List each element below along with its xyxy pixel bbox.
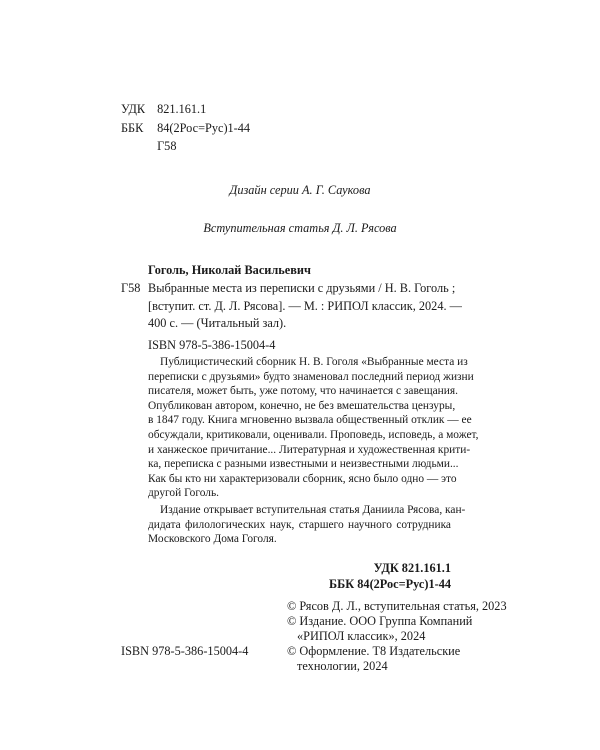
footer-bbk: ББК 84(2Рос=Рус)1-44	[329, 577, 451, 591]
copyright-line: © Рясов Д. Л., вступительная статья, 2023	[287, 599, 507, 613]
author-heading: Гоголь, Николай Васильевич	[148, 263, 311, 277]
bbk-label: ББК	[121, 120, 144, 135]
annotation-paragraph-1	[148, 355, 479, 501]
annotation-line: писателя, может быть, уже потому, что начинается с завещания.	[148, 385, 458, 398]
annotation-line: и ханжеское причитание... Литературная и художественная крити-	[148, 443, 471, 456]
record-sign: Г58	[121, 281, 141, 295]
copyright-line: технологии, 2024	[297, 659, 388, 673]
udk-value: 821.161.1	[157, 102, 207, 116]
udk-label: УДК	[121, 102, 146, 116]
annotation-line: Опубликован автором, конечно, не без вмешательства цензуры,	[148, 399, 456, 412]
author-sign: Г58	[157, 139, 177, 153]
author-sign-row	[121, 137, 250, 156]
series-design-credit: Дизайн серии А. Г. Саукова	[229, 183, 371, 197]
annotation-line: Московского Дома Гоголя.	[148, 533, 277, 546]
annotation-line: в 1847 году. Книга мгновенно вызвала общественный отклик — ее	[148, 414, 472, 427]
annotation-line: переписки с друзьями» будто знаменовал последний период жизни	[148, 370, 474, 383]
udk-row	[121, 100, 250, 119]
annotation-line: другой Гоголь.	[148, 487, 220, 500]
footer-udk: УДК 821.161.1	[373, 561, 451, 575]
copyright-line: © Издание. ООО Группа Компаний	[287, 614, 473, 628]
annotation-paragraph-2	[148, 503, 466, 547]
annotation-line: Как бы кто ни характеризовали сборник, ясно было одно — это	[148, 472, 457, 485]
copyright-line: «РИПОЛ классик», 2024	[297, 629, 426, 643]
record-isbn: ISBN 978-5-386-15004-4	[148, 338, 276, 352]
bbk-row	[121, 119, 250, 138]
bbk-value: 84(2Рос=Рус)1-44	[157, 120, 251, 135]
record-line: 400 с. — (Читальный зал).	[148, 316, 287, 330]
copyright-line: © Оформление. T8 Издательские	[287, 644, 461, 658]
record-line: [вступит. ст. Д. Л. Рясова]. — М. : РИПОЛ классик, 2024. —	[148, 298, 462, 313]
classification-block	[121, 100, 250, 156]
record-line: Выбранные места из переписки с друзьями / Н. В. Гоголь ;	[148, 281, 456, 295]
annotation-line: обсуждали, критиковали, оценивали. Проповедь, исповедь, а может,	[148, 428, 479, 441]
introduction-credit: Вступительная статья Д. Л. Рясова	[203, 221, 397, 235]
footer-isbn: ISBN 978-5-386-15004-4	[121, 644, 249, 658]
annotation-line: Публицистический сборник Н. В. Гоголя «Выбранные места из	[160, 356, 468, 368]
annotation-line: ка, переписка с разными известными и неизвестными людьми...	[148, 458, 459, 471]
annotation-line: дидата филологических наук, старшего научного сотрудника	[148, 518, 451, 531]
annotation-line: Издание открывает вступительная статья Даниила Рясова, кан-	[160, 504, 466, 516]
